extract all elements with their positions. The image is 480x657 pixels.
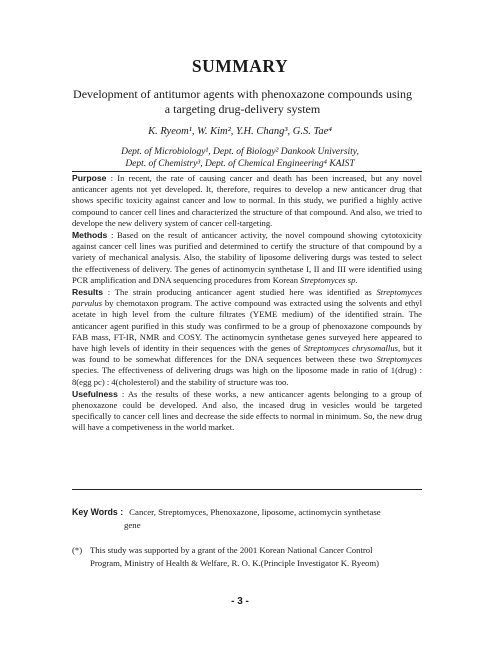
results-text-d: species. The effectiveness of delivering drugs was high on the liposome made in ratio of 1(drug) : 8(egg pc) : 4(cholesterol) and the stability of structure was too. [72,365,422,387]
footnote-line: This study was supported by a grant of the 2001 Korean National Cancer Control [90,545,373,555]
purpose-paragraph [72,173,422,229]
paper-subtitle: Development of antitumor agents with phenoxazone compounds using a targeting drug-delivery system [73,87,412,116]
methods-paragraph [72,230,422,286]
usefulness-paragraph [72,389,422,434]
methods-label: Methods [72,230,108,241]
page-number: - 3 - [231,596,249,607]
author-list: K. Ryeom¹, W. Kim², Y.H. Chang³, G.S. Tae⁴ [148,126,332,137]
affiliation-line: Dept. of Chemistry³, Dept. of Chemical Engineering⁴ KAIST [125,158,355,169]
results-species-b: Streptomyces chrysomallus [303,343,398,354]
affiliation-line: Dept. of Microbiology¹, Dept. of Biology² Dankook University, [121,147,359,157]
keywords-continuation: gene [124,520,141,530]
purpose-label: Purpose [72,173,107,183]
results-label: Results [72,287,104,298]
results-species-c: Streptomyces [376,354,422,365]
usefulness-label: Usefulness [72,388,118,399]
keywords-text: Cancer, Streptomyces, Phenoxazone, liposome, actinomycin synthetase [129,507,381,517]
footnote-line: Program, Ministry of Health & Welfare, R. O. K.(Principle Investigator K. Ryeom) [90,557,380,568]
usefulness-text: : As the results of these works, a new anticancer agents belonging to a group of phenoxazone could be developed. And also, the incased drug in vesicles would be targeted specifically to cancer cell lines and decrease the side effects to normal in minimum. So, the new drug will have a competiveness in the world market. [72,388,423,433]
purpose-text: : In recent, the rate of causing cancer and death has been increased, but any novel anticancer agents not yet developed. It, therefore, requires to develop a new anticancer drug that shows specific toxicity against cancer and low to normal. In this study, we purified a highly active compound to cancer cell lines and characterized the structure of that compound. And also, we tried to develope the new delivery system of cancer cell-targeting. [72,173,422,228]
results-text-c: , but it was found to be somewhat differences for the DNA sequences between these two [72,343,423,365]
funding-footnote [72,544,427,569]
page-title: SUMMARY [191,56,289,76]
abstract-bottom-rule [72,489,422,490]
methods-text: : Based on the result of anticancer activity, the novel compound showing cytotoxicity against cancer cell lines was purified and determined to certify the structure of that compound by a variety of mechanical analysis. Also, the stability of liposome delivering durgs was tested to select the effectiveness of delivery. The genes of actinomycin synthetase I, II and III were identified using PCR amplification and DNA sequencing procedures from Korean [72,230,422,285]
footnote-marker: (*) [72,545,83,555]
results-text-a: : The strain producing anticancer agent studied here was identified as [107,287,377,298]
methods-species: Streptomyces sp. [300,274,358,285]
results-species-a: Streptomyces parvulus [72,287,422,309]
results-text-b: by chemotaxon program. The active compound was extracted using the solvents and ethyl acetate in high level from the culture filtrates (YEME medium) of the identified strain. The anticancer agent purified in this study was confirmed to be a group of phenoxazone compounds by FAB mass, FT-IR, NMR and COSY. The actinomycin synthetase genes surveyed here appeared to have high levels of identity in their sequences with the genes of [72,298,422,354]
affiliations [0,147,480,170]
keywords-label: Key Words : [72,507,124,517]
keywords-block [72,506,422,532]
abstract-top-rule [72,171,422,172]
results-paragraph [72,287,422,388]
abstract-box [72,173,422,435]
